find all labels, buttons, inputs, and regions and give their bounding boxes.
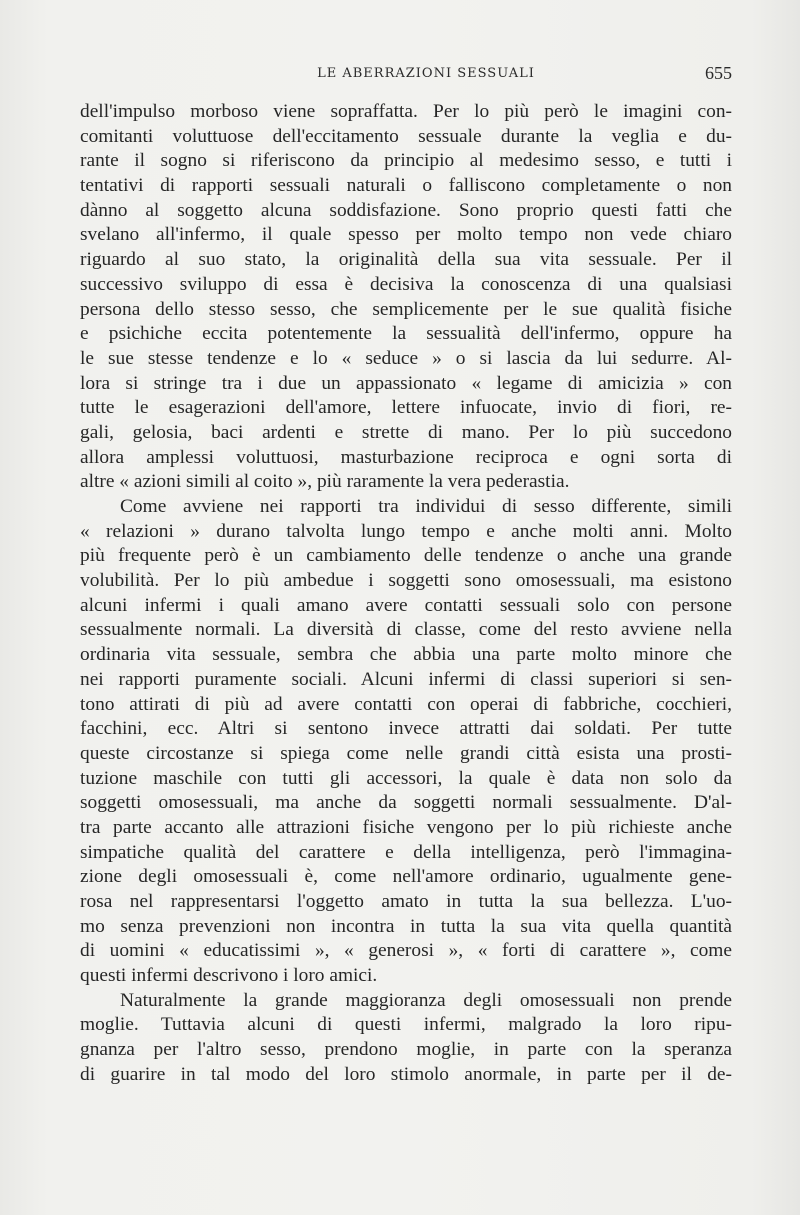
paragraph-first-line: Naturalmente la grande maggioranza degli omosessuali non prende bbox=[120, 989, 732, 1011]
text-line: alcuni infermi i quali amano avere contatti sessuali solo con persone bbox=[80, 594, 732, 616]
text-line: gnanza per l'altro sesso, prendono moglie, in parte con la speranza bbox=[80, 1039, 732, 1061]
text-line: tra parte accanto alle attrazioni fisiche vengono per lo più richieste anche bbox=[80, 816, 732, 838]
text-line: riguardo al suo stato, la originalità della sua vita sessuale. Per il bbox=[80, 249, 732, 271]
text-line: tentativi di rapporti sessuali naturali o falliscono completamente o non bbox=[80, 175, 732, 197]
text-line: di uomini « educatissimi », « generosi », « forti di carattere », come bbox=[80, 940, 732, 962]
text-line: dell'impulso morboso viene sopraffatta. Per lo più però le imagini con- bbox=[80, 101, 732, 122]
text-line: rosa nel rappresentarsi l'oggetto amato in tutta la sua bellezza. L'uo- bbox=[80, 891, 732, 912]
text-line: e psichiche eccita potentemente la sessualità dell'infermo, oppure ha bbox=[80, 323, 732, 345]
text-line: volubilità. Per lo più ambedue i soggetti sono omosessuali, ma esistono bbox=[80, 570, 732, 592]
text-line: tono attirati di più ad avere contatti con operai di fabbriche, cocchieri, bbox=[80, 693, 732, 715]
text-line: « relazioni » durano talvolta lungo tempo e anche molti anni. Molto bbox=[80, 520, 732, 542]
text-line: mo senza prevenzioni non incontra in tutta la sua vita quella quantità bbox=[80, 915, 732, 937]
text-line: lora si stringe tra i due un appassionato « legame di amicizia » con bbox=[80, 372, 732, 394]
paragraph-last-line: altre « azioni simili al coito », più raramente la vera pederastia. bbox=[80, 471, 570, 493]
text-line: successivo sviluppo di essa è decisiva la conoscenza di una qualsiasi bbox=[80, 273, 732, 295]
text-line: moglie. Tuttavia alcuni di questi infermi, malgrado la loro ripu- bbox=[80, 1014, 732, 1036]
text-line: rante il sogno si riferiscono da principio al medesimo sesso, e tutti i bbox=[80, 150, 732, 172]
text-line: le sue stesse tendenze e lo « seduce » o si lascia da lui sedurre. Al- bbox=[80, 347, 732, 369]
text-line: soggetti omosessuali, ma anche da soggetti normali sessualmente. D'al- bbox=[80, 792, 732, 814]
body-text bbox=[80, 100, 732, 1088]
text-line: tutte le esagerazioni dell'amore, lettere infuocate, invio di fiori, re- bbox=[80, 397, 732, 419]
text-line: zione degli omosessuali è, come nell'amore ordinario, ugualmente gene- bbox=[80, 866, 732, 888]
text-line: ordinaria vita sessuale, sembra che abbia una parte molto minore che bbox=[80, 644, 732, 666]
text-line: simpatiche qualità del carattere e della intelligenza, però l'immagina- bbox=[80, 841, 732, 863]
running-title: LE ABERRAZIONI SESSUALI bbox=[317, 66, 535, 81]
text-line: dànno al soggetto alcuna soddisfazione. Sono proprio questi fatti che bbox=[80, 199, 732, 221]
paragraph-last-line: questi infermi descrivono i loro amici. bbox=[80, 965, 378, 987]
text-line: di guarire in tal modo del loro stimolo anormale, in parte per il de- bbox=[80, 1063, 732, 1085]
text-line: facchini, ecc. Altri si sentono invece attratti dai soldati. Per tutte bbox=[80, 718, 732, 740]
text-line: allora amplessi voluttuosi, masturbazione reciproca e ogni sorta di bbox=[80, 446, 732, 468]
text-line: persona dello stesso sesso, che semplicemente per le sue qualità fisiche bbox=[80, 298, 732, 320]
text-line: sessualmente normali. La diversità di classe, come del resto avviene nella bbox=[80, 619, 732, 641]
page-number: 655 bbox=[705, 63, 732, 83]
text-line: tuzione maschile con tutti gli accessori, la quale è data non solo da bbox=[80, 767, 732, 789]
text-line: nei rapporti puramente sociali. Alcuni infermi di classi superiori si sen- bbox=[80, 668, 732, 690]
text-line: più frequente però è un cambiamento delle tendenze o anche una grande bbox=[80, 545, 732, 567]
page-header bbox=[80, 63, 732, 88]
paragraph-first-line: Come avviene nei rapporti tra individui di sesso differente, simili bbox=[120, 496, 732, 517]
text-line: queste circostanze si spiega come nelle grandi città esista una prosti- bbox=[80, 742, 732, 764]
text-line: svelano all'infermo, il quale spesso per molto tempo non vede chiaro bbox=[80, 224, 732, 246]
text-line: gali, gelosia, baci ardenti e strette di mano. Per lo più succedono bbox=[80, 421, 732, 443]
text-line: comitanti voluttuose dell'eccitamento sessuale durante la veglia e du- bbox=[80, 125, 732, 147]
